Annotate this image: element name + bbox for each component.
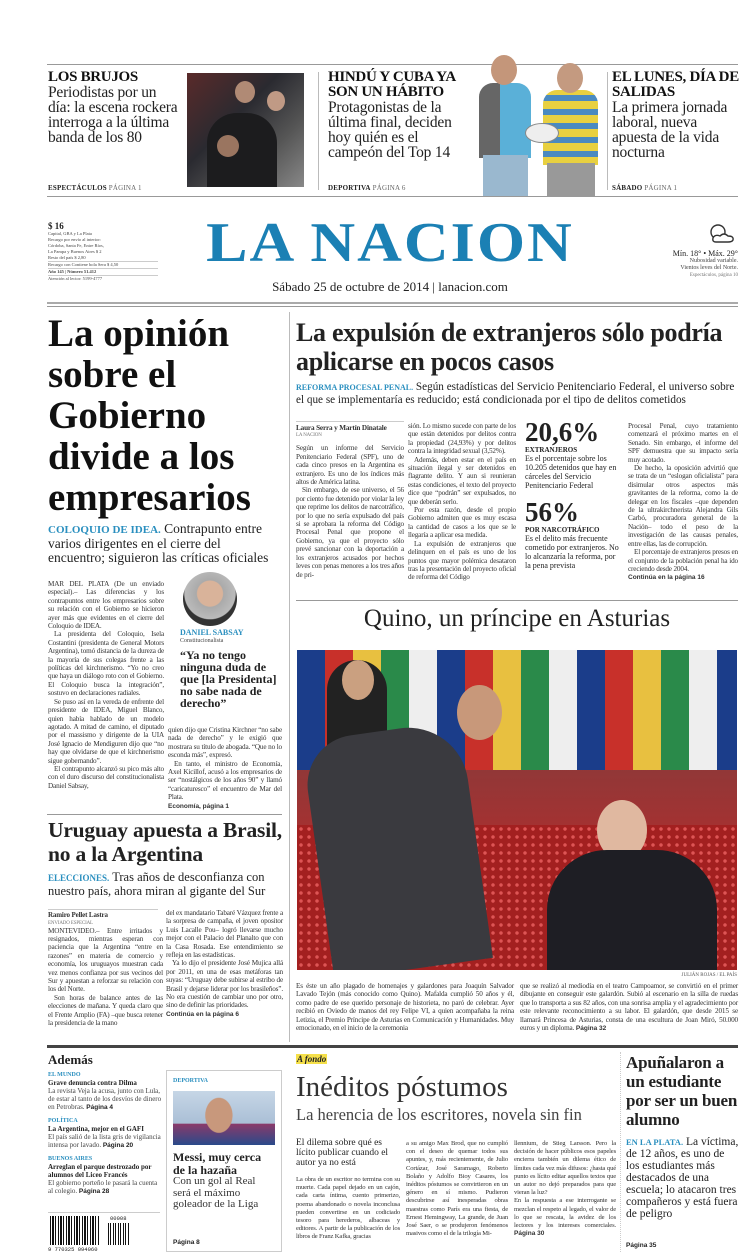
column-divider [289,312,290,1042]
teaser-title: EL LUNES, DÍA DE SALIDAS [612,69,739,100]
quino-prince-photo [297,650,737,970]
paragraph: Además, deben estar en el país en situación ilegal y ser detenidos en flagrante delito. Y aun si reunieran estas condiciones, el texto del proyecto dice que “podrán” ser expulsados, no que deberán serlo. [408,455,516,506]
barcode-number: 9 770325 094060 [48,1246,98,1253]
divider [296,421,404,422]
date-line: Sábado 25 de octubre de 2014 | lanacion.com [272,279,508,294]
byline: Ramiro Pellet Lastra [48,911,108,919]
barcode-addon [108,1223,130,1245]
teaser-los-brujos[interactable] [48,70,182,145]
deck-text: Según estadísticas del Servicio Penitenciario Federal, el universo sobre el que se implementaría es reducido; está condicionada por el tipo de delitos cometidos [296,381,735,406]
divider [296,600,738,601]
price-line: Recargo con Contiene bola Sera $ 4,50 [48,261,158,268]
teaser-section: SÁBADO PÁGINA 1 [612,184,678,192]
item-section: POLÍTICA [48,1118,78,1124]
paragraph: En tanto, el ministro de Economía, Axel Kicillof, acusó a los empresarios de ser “nostálgicos de los años 90” y llamó “caricaturesco” el encuentro de Mar del Plata. [168,759,282,802]
weather-box [620,222,738,280]
stat-text: Es el porcentaje sobre los 10.205 detenidos que hay en cárceles del Servicio Penitenciario Federal [525,454,617,490]
paragraph: Se puso así en la vereda de enfrente del presidente de IDEA, Miguel Blanco, quien había hablado de un modelo agotado. A mitad de camino, el diputado por el massismo y dirigente de la UIA José Ignacio de Mendiguren dijo que “no hay que olvidarse de que el kirchnerismo sigue gobernando”. [48,697,164,765]
lead-headline[interactable]: La opinión sobre el Gobierno divide a los empresarios [48,312,251,519]
divider [47,814,282,815]
deportiva-deck: Con un gol al Real será el máximo goleador de la Liga [173,1175,259,1210]
teaser-title: HINDÚ Y CUBA YA SON UN HÁBITO [328,69,456,100]
divider [47,302,738,304]
stats-box [525,418,621,570]
paragraph: MAR DEL PLATA (De un enviado especial).– Las diferencias y los contrapuntos entre los empresarios sobre su relación con el Gobierno se hicieron ayer más que evidentes en el cierre del Coloquio de IDEA. [48,580,164,631]
uruguay-headline[interactable]: Uruguay apuesta a Brasil, no a la Argentina [48,818,282,866]
paragraph: MONTEVIDEO.– Entre irritados y resignados, mientras esperan con paciencia que la Argentina “entre en razones” en materia de comercio y economía, los uruguayos muestran cada vez menos confianza por sus vecinos del Sur y apuestan a reforzar su relación con los del Norte. [48,926,163,994]
divider [48,909,158,910]
item-page: Página 4 [86,1104,114,1111]
paragraph: Sin embargo, de ese universo, el 56 por ciento fue detenido por violar la ley que reprime los delitos de narcotráfico, por lo que no sería expulsado del país si se aprobara la reforma del Código Procesal Penal que propone el Gobierno, ya que el proyecto sólo prevé sancionar con la deportación a los extranjeros acusados por hechos leves con penas menores a los tres años de pri- [296,486,404,579]
price-line: Recargo por envío al interior: [48,237,102,242]
teaser-text: Protagonistas de la última final, deciden hoy quién es el campeón del Top 14 [328,99,452,161]
price-line: Córdoba, Santa Fe, Entre Ríos, [48,243,104,248]
price-box [48,221,158,282]
teaser-text: La primera jornada laboral, nueva apuesta de la vida nocturna [612,99,728,161]
divider [620,1052,621,1252]
issue-number: Año 145 | Número 51.412 [48,268,158,275]
deck-text: Contrapunto entre varios dirigentes en el cierre del encuentro; siguieron las críticas oficiales [48,521,269,565]
quino-headline[interactable]: Quino, un príncipe en Asturias [363,605,671,632]
expulsion-headline[interactable]: La expulsión de extranjeros sólo podría aplicarse en pocos casos [296,318,723,376]
paragraph: Ya lo dijo el presidente José Mujica allá por 2011, en una de esas metáforas tan suyas: “Uruguay debe subirse al estribo de Brasil y dejarse liderar por los brasileños”. No era cuestión de cambiar uno por otro, sino de definir las prioridades. [166,959,283,1010]
quino-caption-col1: Es éste un año plagado de homenajes y galardones para Joaquín Salvador Lavado Tejón (más conocido como Quino). Mafalda cumplió 50 años y él, como padre de ese querido personaje de historieta, no paró de celebrar. Ayer recibió en Oviedo de manos del rey Felipe VI, a quien acompañaba la reina Letizia, el Premio Príncipe de Asturias en Comunicación y Humanidades. Muy emocionado, en el inicio de la ceremonia [296,982,514,1033]
paragraph: del ex mandatario Tabaré Vázquez frente a la sorpresa de campaña, el joven opositor Luis Lacalle Pou– logró llevarse mucho mejor con el Palacio del Planalto que con la Casa Rosada. Ese entendimiento se refleja en las estadísticas. [166,909,283,960]
divider [318,72,319,190]
paragraph: La presidenta del Coloquio, Isela Costantini (presidenta de General Motors Argentina), tomó distancia de la dureza de la mayoría de sus colegas frente a las políticas del kirchnerismo. “Yo no creo que haya un diálogo roto con el Gobierno. El Coloquio busca la integración”, sostuvo en declaraciones radiales. [48,630,164,698]
afondo-lede: El dilema sobre qué es lícito publicar cuando el autor ya no está [296,1138,389,1168]
paragraph: De hecho, la oposición advirtió que se trata de un “eslogan oficialista” para disimular otros aspectos más gravitantes de la reforma, como la de delegar en los fiscales –que dependen de la ultrakirchnerista Alejandra Gils Carbó, procuradora general de la Nación– todo el peso de la investigación de las causas penales, entre ellas, las de corrupción. [628,464,738,548]
teaser-hindu-cuba[interactable] [328,70,471,160]
uruguay-body-col2 [166,909,283,1019]
paragraph: sión. Lo mismo sucede con parte de los que están detenidos por delitos contra la propiedad (24,93%) y por delitos contra la integridad sexual (3,52%). [408,422,516,456]
barcode [50,1216,100,1245]
ademas-item[interactable] [48,1155,162,1196]
paragraph: El porcentaje de extranjeros presos en el conjunto de la población penal ha ido creciendo desde 2004. [628,548,738,573]
temperatures: Mín. 18° • Máx. 29° [672,249,738,258]
item-text: El gobierno porteño le pasará la cuenta al colegio. [48,1179,158,1195]
divider [48,1212,160,1213]
ademas-item[interactable] [48,1117,162,1150]
item-text: El país salió de la lista gris de vigilancia intensa por lavado. [48,1133,161,1149]
teaser-title: LOS BRUJOS [48,69,138,85]
messi-photo [173,1091,275,1145]
paragraph: llennium, de Stieg Larsson. Pero la decisión de hacer públicos esos papeles encierra también un dilema ético de límites cada vez más difusos: ¿hasta qué punto es lícito editar aquellos textos que un autor no dejó preparados para que vieran la luz? [514,1140,616,1197]
kicker: ELECCIONES. [48,873,110,883]
sabsay-portrait [183,572,237,626]
section-label: DEPORTIVA [173,1078,209,1084]
deck-text: La víctima, de 12 años, es uno de los estudiantes más destacados de una escuela; lo atacaron tres compañeros y está fuera de peligro [626,1136,739,1220]
teaser-lunes-salidas[interactable] [612,70,742,160]
afondo-subhead: La herencia de los escritores, novela sin fin [296,1105,582,1124]
top-rule [47,64,738,65]
stat-label: EXTRANJEROS [525,446,578,454]
teaser-section: DEPORTIVA PÁGINA 6 [328,184,406,192]
paragraph: Son horas de balance antes de las elecciones de mañana. Y queda claro que el Frente Amplio (FA) –que busca retener la presidencia de la mano [48,993,163,1027]
byline: Laura Serra y Martín Dinatale [296,424,387,432]
paragraph: Por esta razón, desde el propio Gobierno admiten que es muy escasa la cantidad de casos a los que se le llegaría a aplicar esa medida. [408,506,516,540]
plata-deck [626,1136,740,1220]
weather-ref: Espectáculos, página 10 [689,273,738,278]
pull-quote: “Ya no tengo ninguna duda de que [la Presidenta] no sabe nada de derecho” [180,648,277,710]
kicker: REFORMA PROCESAL PENAL. [296,383,414,392]
stat-value: 20,6% [525,417,600,447]
byline-role: ENVIADO ESPECIAL [48,920,93,926]
lead-deck [48,522,280,565]
kicker: COLOQUIO DE IDEA. [48,524,161,536]
item-title: La Argentina, mejor en el GAFI [48,1125,144,1133]
item-page: Página 28 [78,1188,110,1195]
uruguay-body-col1 [48,911,163,1027]
stat-label: POR NARCOTRÁFICO [525,526,600,534]
quote-name: DANIEL SABSAY [180,628,244,637]
logo[interactable]: LA NACION [206,212,574,274]
paragraph: quien dijo que Cristina Kirchner “no sabe nada de derecho” y le exigió que mostrara su título de abogada. “Que no lo esconda más”, expresó. [168,726,282,760]
continued-link[interactable]: Economía, página 1 [168,802,230,810]
paragraph: La expulsión de extranjeros que delinquen en el país es uno de los puntos que mayor polémica desataron tras la presentación del proyecto oficial de reforma del Código [408,539,516,582]
paragraph: En la respuesta a ese interrogante se mezclan el respeto al legado, el valor de lo que se rescata, la avidez de los lectores y los intereses comerciales. [514,1197,616,1230]
kicker: EN LA PLATA. [626,1137,684,1147]
deck-text: Tras años de desconfianza con nuestro país, ahora miran al gigante del Sur [48,870,266,898]
item-section: EL MUNDO [48,1072,81,1078]
teaser-section: ESPECTÁCULOS PÁGINA 1 [48,184,142,192]
deportiva-box[interactable] [166,1070,282,1252]
reader-phone: Atención al lector: 5199-4777 [48,275,158,282]
price-line: Capital, GBA y La Plata [48,231,92,236]
divider [47,306,738,307]
quote-box [180,628,284,709]
expulsion-body-col3 [628,422,738,583]
afondo-col1: La obra de un escritor no termina con su muerte. Cada papel dejado en un cajón, cada carta íntima, cuento primerizo, poema abandonado o novela inconclusa pueden convertirse en un codiciado tesoro para herederos, albaceas y editores. A partir de la publicación de los libros de Franz Kafka, gracias [296,1176,400,1241]
band-photo [187,73,304,187]
item-title: Grave denuncia contra Dilma [48,1079,137,1087]
quino-caption-col2 [520,982,738,1033]
item-title: Arreglan el parque destrozado por alumnos del Liceo Francés [48,1163,152,1179]
cloud-sun-icon [706,222,736,244]
afondo-col2: a su amigo Max Brod, que no cumplió con el deseo de quemar todos sus apuntes, y, más recientemente, de Julio Cortázar, José Saramago, Roberto Bolaño y Adolfo Bioy Casares, los inéditos póstumos se convirtieron en un género en sí mismo. Pudieron descubrirse así inesperadas obras maestras como París era una fiesta, de Ernest Hemingway, La grande, de Juan José Saer, o se produjeron fenómenos masivos como el de la trilogía Mi- [406,1140,508,1238]
teaser-text: Periodistas por un día: la escena rockera interroga a la última banda de los 80 [48,84,178,146]
price-line: Resto del país $ 2,80 [48,255,86,260]
paragraph: El contrapunto alcanzó su pico más alto con el duro discurso del constitucionalista Daniel Sabsay, [48,764,164,790]
ademas-list [48,1071,162,1196]
site-link[interactable]: lanacion.com [438,279,508,294]
page-ref: Página 8 [173,1239,200,1246]
caption-text: que se realizó al mediodía en el teatro Campoamor, se convirtió en el primer dibujante en conseguir este galardón. Subió al escenario en la silla de ruedas que lo transporta a sus 82 años, con una sonrisa amplia y el agradecimiento por este relevante reconocimiento a su labor. El galardón, que desde 2015 se llamará Princesa de Asturias, consta de una escultura de Joan Miró, 50.000 euros y un diploma. [520,982,738,1033]
plata-headline[interactable]: Apuñalaron a un estudiante por ser un buen alumno [626,1053,738,1129]
stat-text: Es el delito más frecuente cometido por extranjeros. No lo alcanzaría la reforma, por la pena prevista [525,534,619,570]
item-page: Página 20 [102,1142,134,1149]
byline-role: LA NACION [296,433,322,438]
weather-desc: Nubosidad variable. [689,258,738,264]
paragraph: Procesal Penal, cuyo tratamiento comenzará el próximo martes en el Senado. Sin embargo, el informe del SPF demuestra que su impacto sería muy acotado. [628,422,738,464]
item-section: BUENOS AIRES [48,1156,93,1162]
item-text: La revista Veja la acusa, junto con Lula, de estar al tanto de los desvíos de dinero en Petrobras. [48,1087,162,1111]
price-line: La Pampa y Buenos Aires $ 2 [48,249,102,254]
stat-value: 56% [525,497,579,527]
divider [47,196,738,197]
section-rule [47,1045,738,1048]
photo-credit: JULIÁN ROJAS / EL PAÍS [681,973,737,978]
price: $ 16 [48,221,64,231]
continued-link[interactable]: Continúa en la página 16 [628,574,705,582]
weather-desc: Vientos leves del Norte. [680,265,738,271]
expulsion-body-col2 [408,422,516,582]
lead-body-col1 [48,580,164,790]
afondo-headline[interactable]: Inéditos póstumos [296,1071,508,1103]
page-ref: Página 35 [626,1242,657,1249]
continued-link[interactable]: Continúa en la página 6 [166,1010,239,1018]
deportiva-headline: Messi, muy cerca de la hazaña [173,1150,262,1177]
paragraph: Según un informe del Servicio Penitenciario Federal (SPF), uno de cada cinco presos en la Argentina es extranjero. Es uno de los índices más altos de América latina. [296,444,404,487]
quote-role: Constitucionalista [180,638,224,644]
lead-body-col2 [168,726,282,811]
divider [607,72,608,190]
barcode-addon-number: 00008 [110,1215,127,1222]
expulsion-body-col1 [296,424,404,579]
afondo-col3 [514,1140,616,1238]
ademas-item[interactable] [48,1071,162,1112]
uruguay-deck [48,871,283,897]
continued-link[interactable]: Página 32 [575,1025,607,1033]
expulsion-deck [296,381,738,406]
date: Sábado 25 de octubre de 2014 [272,279,430,294]
afondo-label: A fondo [297,1054,327,1064]
rugby-players-photo [473,55,603,197]
page-ref: Página 30 [514,1230,545,1238]
ademas-title: Además [48,1052,93,1067]
